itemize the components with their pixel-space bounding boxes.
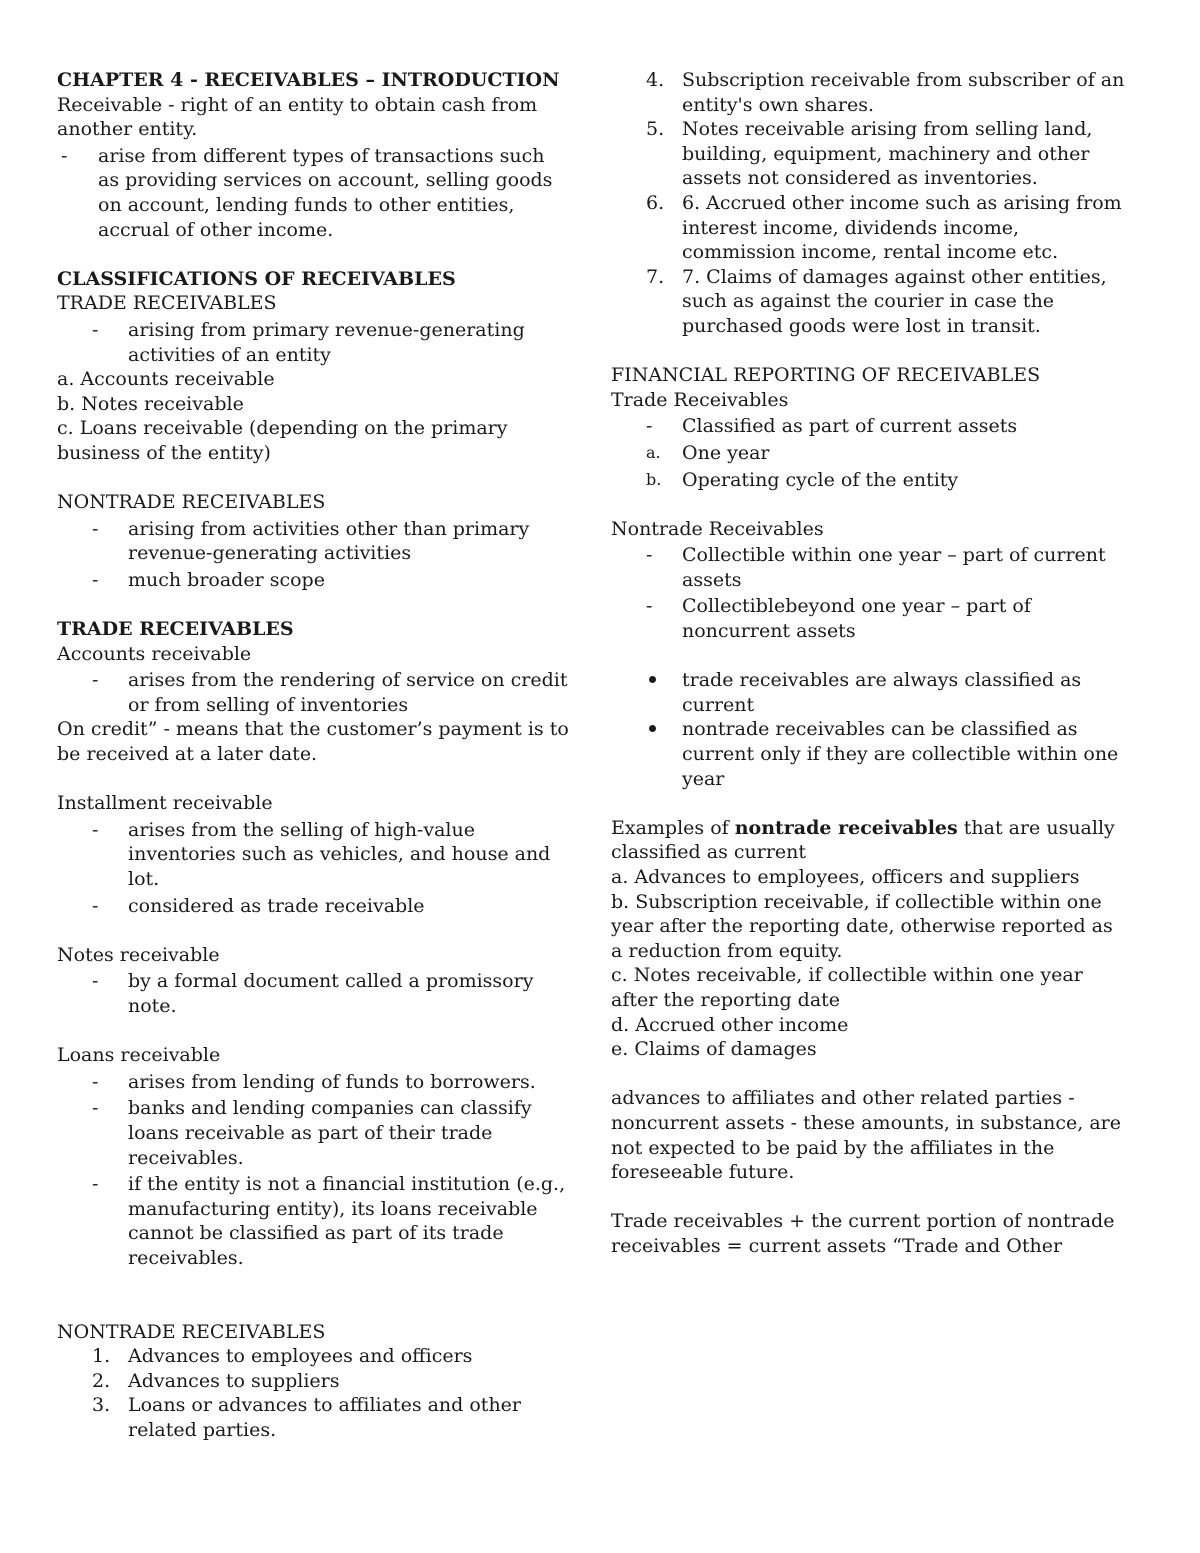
installment-bullet: - considered as trade receivable — [92, 894, 425, 917]
chapter-title: CHAPTER 4 - RECEIVABLES – INTRODUCTION — [57, 69, 560, 91]
fr-trade-option: b. Operating cycle of the entity — [646, 468, 959, 491]
bullet-dot-icon — [649, 676, 656, 683]
right-column — [611, 68, 1156, 1259]
dash-marker: - — [92, 1173, 99, 1196]
installment-heading: Installment receivable — [57, 792, 273, 815]
intro-bullet: - arise from different types of transactions such as providing services on account, selling goods on account, lending funds to other entities, accrual of other income. — [61, 144, 553, 241]
nontrade-list-item: 4. Subscription receivable from subscriber of an entity's own shares. — [646, 69, 1125, 116]
dash-marker: - — [92, 318, 99, 341]
dash-marker: - — [92, 669, 99, 692]
dash-marker: - — [92, 1097, 99, 1120]
nontrade-list-item: 6. 6. Accrued other income such as arising from interest income, dividends income, commission income, rental income etc. — [646, 191, 1122, 264]
accounts-receivable-heading: Accounts receivable — [57, 642, 252, 665]
nontrade-list-item: 2. Advances to suppliers — [92, 1369, 340, 1392]
fr-nontrade-bullet: - Collectiblebeyond one year – part of noncurrent assets — [646, 595, 1031, 643]
dash-marker: - — [92, 818, 99, 841]
trade-receivables-heading: TRADE RECEIVABLES — [57, 292, 277, 315]
notes-bullet: - by a formal document called a promissory note. — [92, 970, 534, 1017]
nontrade-list-item: 5. Notes receivable arising from selling land, building, equipment, machinery and other assets not considered as inventories. — [646, 118, 1093, 190]
dash-marker: - — [646, 544, 653, 567]
fr-trade-heading: Trade Receivables — [611, 388, 789, 411]
formula-paragraph: receivables = current assets “Trade and Other — [611, 1234, 1063, 1257]
fr-trade-option: a. One year — [646, 441, 770, 464]
intro-definition-line: Receivable - right of an entity to obtain cash from — [57, 93, 538, 116]
example-item-e: e. Claims of damages — [611, 1038, 817, 1061]
nontrade-bullet: - arising from activities other than primary revenue-generating activities — [92, 517, 530, 565]
fr-nontrade-bullet: - Collectible within one year – part of current assets — [646, 544, 1106, 591]
nontrade-list-item: 1. Advances to employees and officers — [92, 1345, 473, 1368]
fr-nontrade-heading: Nontrade Receivables — [611, 517, 824, 540]
example-item-a: a. Advances to employees, officers and suppliers — [611, 866, 1080, 888]
on-credit-note: On credit” - means that the customer’s payment is to — [57, 718, 569, 741]
dash-marker: - — [646, 415, 653, 438]
examples-intro: classified as current — [611, 841, 807, 864]
affiliates-paragraph: advances to affiliates and other related parties - — [611, 1087, 1075, 1110]
loans-receivable-heading: Loans receivable — [57, 1044, 221, 1067]
example-item-c: after the reporting date — [611, 988, 841, 1011]
fr-trade-bullet: - Classified as part of current assets — [646, 415, 1018, 438]
dash-marker: - — [92, 894, 99, 917]
affiliates-paragraph: foreseeable future. — [611, 1161, 795, 1184]
nontrade-bullet: - much broader scope — [92, 568, 325, 591]
examples-bold-term: nontrade receivables — [734, 816, 958, 839]
example-item-b: b. Subscription receivable, if collectible within one — [611, 890, 1102, 913]
nontrade-list-item: 7. 7. Claims of damages against other entities, such as against the courier in case the purchased goods were lost in transit. — [646, 265, 1107, 337]
trade-item-c: business of the entity) — [57, 441, 271, 464]
affiliates-paragraph: not expected to be paid by the affiliates in the — [611, 1136, 1055, 1159]
trade-item-a: a. Accounts receivable — [57, 368, 275, 391]
left-column — [57, 68, 602, 1443]
classification-note: nontrade receivables can be classified as current only if they are collectible within one year — [611, 717, 1156, 791]
dash-marker: - — [61, 144, 68, 167]
example-item-d: d. Accrued other income — [611, 1013, 849, 1036]
classification-note: trade receivables are always classified as current — [611, 668, 1156, 717]
loans-bullet: - arises from lending of funds to borrowers. — [92, 1070, 536, 1093]
on-credit-note: be received at a later date. — [57, 743, 318, 766]
loans-bullet: - banks and lending companies can classify loans receivable as part of their trade receivables. — [92, 1097, 532, 1169]
dash-marker: - — [92, 568, 99, 591]
example-item-c: c. Notes receivable, if collectible within one year — [611, 964, 1083, 987]
classifications-title: CLASSIFICATIONS OF RECEIVABLES — [57, 267, 456, 290]
affiliates-paragraph: noncurrent assets - these amounts, in substance, are — [611, 1111, 1122, 1134]
intro-definition-line: another entity. — [57, 118, 198, 141]
installment-bullet: - arises from the selling of high-value inventories such as vehicles, and house and lot. — [92, 818, 551, 890]
bullet-dot-icon — [649, 725, 656, 732]
examples-intro: Examples of nontrade receivables that are usually — [611, 816, 1115, 839]
dash-marker: - — [646, 595, 653, 618]
notes-receivable-heading: Notes receivable — [57, 943, 220, 966]
formula-paragraph: Trade receivables + the current portion of nontrade — [611, 1210, 1115, 1233]
nontrade-list-heading: NONTRADE RECEIVABLES — [57, 1320, 326, 1343]
financial-reporting-heading: FINANCIAL REPORTING OF RECEIVABLES — [611, 364, 1041, 387]
example-item-b: a reduction from equity. — [611, 939, 843, 962]
ar-bullet: - arises from the rendering of service on credit or from selling of inventories — [92, 669, 568, 716]
trade-receivables-title: TRADE RECEIVABLES — [57, 618, 294, 641]
nontrade-list-item: 3. Loans or advances to affiliates and other related parties. — [92, 1394, 522, 1442]
dash-marker: - — [92, 970, 99, 993]
loans-bullet: - if the entity is not a financial institution (e.g., manufacturing entity), its loans receivable cannot be classified as part of its trade receivables. — [92, 1173, 566, 1269]
example-item-b: year after the reporting date, otherwise reported as — [611, 915, 1113, 938]
trade-item-b: b. Notes receivable — [57, 392, 244, 415]
trade-bullet: - arising from primary revenue-generating activities of an entity — [92, 318, 525, 366]
dash-marker: - — [92, 517, 99, 540]
dash-marker: - — [92, 1070, 99, 1093]
trade-item-c: c. Loans receivable (depending on the primary — [57, 417, 508, 440]
nontrade-receivables-heading: NONTRADE RECEIVABLES — [57, 491, 326, 514]
